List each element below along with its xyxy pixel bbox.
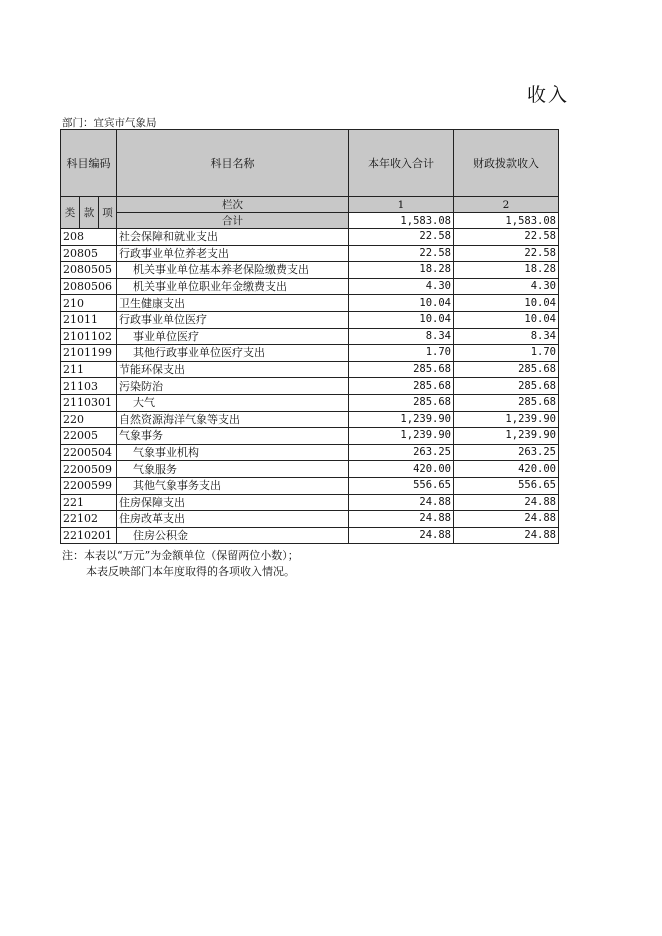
row-name: 行政事业单位医疗 xyxy=(117,311,349,328)
row-code: 2110301 xyxy=(61,394,117,411)
row-code: 221 xyxy=(61,494,117,511)
row-code: 2200509 xyxy=(61,461,117,478)
table-row xyxy=(61,527,559,544)
header-code: 科目编码 xyxy=(61,130,117,197)
note-line: 注：本表以“万元”为金额单位（保留两位小数）； xyxy=(62,549,299,562)
row-name: 其他行政事业单位医疗支出 xyxy=(117,345,349,362)
row-total-income: 22.58 xyxy=(349,229,454,246)
row-code: 2080506 xyxy=(61,278,117,295)
row-total-income: 285.68 xyxy=(349,361,454,378)
table-row xyxy=(61,345,559,362)
row-code: 2101199 xyxy=(61,345,117,362)
row-total-income: 285.68 xyxy=(349,394,454,411)
row-name: 机关事业单位职业年金缴费支出 xyxy=(117,278,349,295)
row-fiscal: 10.04 xyxy=(454,311,559,328)
header-col1: 1 xyxy=(349,197,454,213)
row-total-income: 24.88 xyxy=(349,511,454,528)
row-fiscal: 4.30 xyxy=(454,278,559,295)
table-row xyxy=(61,444,559,461)
row-fiscal: 285.68 xyxy=(454,361,559,378)
table-row xyxy=(61,361,559,378)
table-row xyxy=(61,411,559,428)
row-code: 22102 xyxy=(61,511,117,528)
header-total-income: 本年收入合计 xyxy=(349,130,454,197)
row-fiscal: 285.68 xyxy=(454,378,559,395)
row-fiscal: 24.88 xyxy=(454,494,559,511)
row-name: 气象事业机构 xyxy=(117,444,349,461)
row-total-income: 24.88 xyxy=(349,494,454,511)
total-fiscal-value: 1,583.08 xyxy=(454,213,559,229)
row-code: 2101102 xyxy=(61,328,117,345)
row-name: 住房公积金 xyxy=(117,527,349,544)
row-fiscal: 1.70 xyxy=(454,345,559,362)
row-name: 卫生健康支出 xyxy=(117,295,349,312)
header-column-index: 栏次 xyxy=(117,197,349,213)
row-total-income: 22.58 xyxy=(349,245,454,262)
header-col2: 2 xyxy=(454,197,559,213)
row-fiscal: 18.28 xyxy=(454,262,559,279)
row-code: 211 xyxy=(61,361,117,378)
table-row xyxy=(61,262,559,279)
row-code: 208 xyxy=(61,229,117,246)
row-name: 大气 xyxy=(117,394,349,411)
header-kuan: 款 xyxy=(80,197,99,229)
row-total-income: 263.25 xyxy=(349,444,454,461)
row-total-income: 10.04 xyxy=(349,311,454,328)
table-row xyxy=(61,511,559,528)
row-total-income: 285.68 xyxy=(349,378,454,395)
row-code: 2200504 xyxy=(61,444,117,461)
table-row xyxy=(61,378,559,395)
row-code: 2210201 xyxy=(61,527,117,544)
row-name: 污染防治 xyxy=(117,378,349,395)
row-total-income: 10.04 xyxy=(349,295,454,312)
table-row xyxy=(61,245,559,262)
row-fiscal: 1,239.90 xyxy=(454,428,559,445)
row-total-income: 8.34 xyxy=(349,328,454,345)
row-code: 210 xyxy=(61,295,117,312)
row-fiscal: 22.58 xyxy=(454,245,559,262)
row-name: 其他气象事务支出 xyxy=(117,477,349,494)
row-code: 220 xyxy=(61,411,117,428)
row-fiscal: 285.68 xyxy=(454,394,559,411)
table-row xyxy=(61,295,559,312)
row-fiscal: 8.34 xyxy=(454,328,559,345)
note-line: 本表反映部门本年度取得的各项收入情况。 xyxy=(86,565,295,578)
footnotes xyxy=(62,548,299,580)
row-total-income: 24.88 xyxy=(349,527,454,544)
income-table xyxy=(60,129,559,544)
row-code: 2200599 xyxy=(61,477,117,494)
row-fiscal: 420.00 xyxy=(454,461,559,478)
row-name: 自然资源海洋气象等支出 xyxy=(117,411,349,428)
table-row xyxy=(61,494,559,511)
row-name: 气象服务 xyxy=(117,461,349,478)
header-fiscal: 财政拨款收入 xyxy=(454,130,559,197)
header-name: 科目名称 xyxy=(117,130,349,197)
row-total-income: 4.30 xyxy=(349,278,454,295)
table-row xyxy=(61,229,559,246)
header-xiang: 项 xyxy=(99,197,117,229)
total-label: 合计 xyxy=(117,213,349,229)
row-name: 节能环保支出 xyxy=(117,361,349,378)
row-fiscal: 1,239.90 xyxy=(454,411,559,428)
row-fiscal: 24.88 xyxy=(454,527,559,544)
row-fiscal: 10.04 xyxy=(454,295,559,312)
table-row xyxy=(61,428,559,445)
row-code: 21103 xyxy=(61,378,117,395)
department-label: 部门：宜宾市气象局 xyxy=(62,117,157,129)
table-row xyxy=(61,328,559,345)
row-code: 20805 xyxy=(61,245,117,262)
row-fiscal: 556.65 xyxy=(454,477,559,494)
row-fiscal: 22.58 xyxy=(454,229,559,246)
header-lei: 类 xyxy=(61,197,80,229)
row-name: 事业单位医疗 xyxy=(117,328,349,345)
row-name: 住房改革支出 xyxy=(117,511,349,528)
row-total-income: 18.28 xyxy=(349,262,454,279)
row-code: 2080505 xyxy=(61,262,117,279)
row-code: 22005 xyxy=(61,428,117,445)
row-total-income: 1,239.90 xyxy=(349,428,454,445)
row-code: 21011 xyxy=(61,311,117,328)
table-row xyxy=(61,394,559,411)
row-name: 社会保障和就业支出 xyxy=(117,229,349,246)
row-total-income: 420.00 xyxy=(349,461,454,478)
total-income-value: 1,583.08 xyxy=(349,213,454,229)
row-name: 行政事业单位养老支出 xyxy=(117,245,349,262)
row-total-income: 1,239.90 xyxy=(349,411,454,428)
report-title: 收入 xyxy=(527,84,570,106)
row-name: 住房保障支出 xyxy=(117,494,349,511)
table-row xyxy=(61,311,559,328)
row-name: 气象事务 xyxy=(117,428,349,445)
table-row xyxy=(61,477,559,494)
table-row xyxy=(61,461,559,478)
row-name: 机关事业单位基本养老保险缴费支出 xyxy=(117,262,349,279)
row-fiscal: 263.25 xyxy=(454,444,559,461)
table-row xyxy=(61,278,559,295)
row-total-income: 556.65 xyxy=(349,477,454,494)
row-total-income: 1.70 xyxy=(349,345,454,362)
row-fiscal: 24.88 xyxy=(454,511,559,528)
